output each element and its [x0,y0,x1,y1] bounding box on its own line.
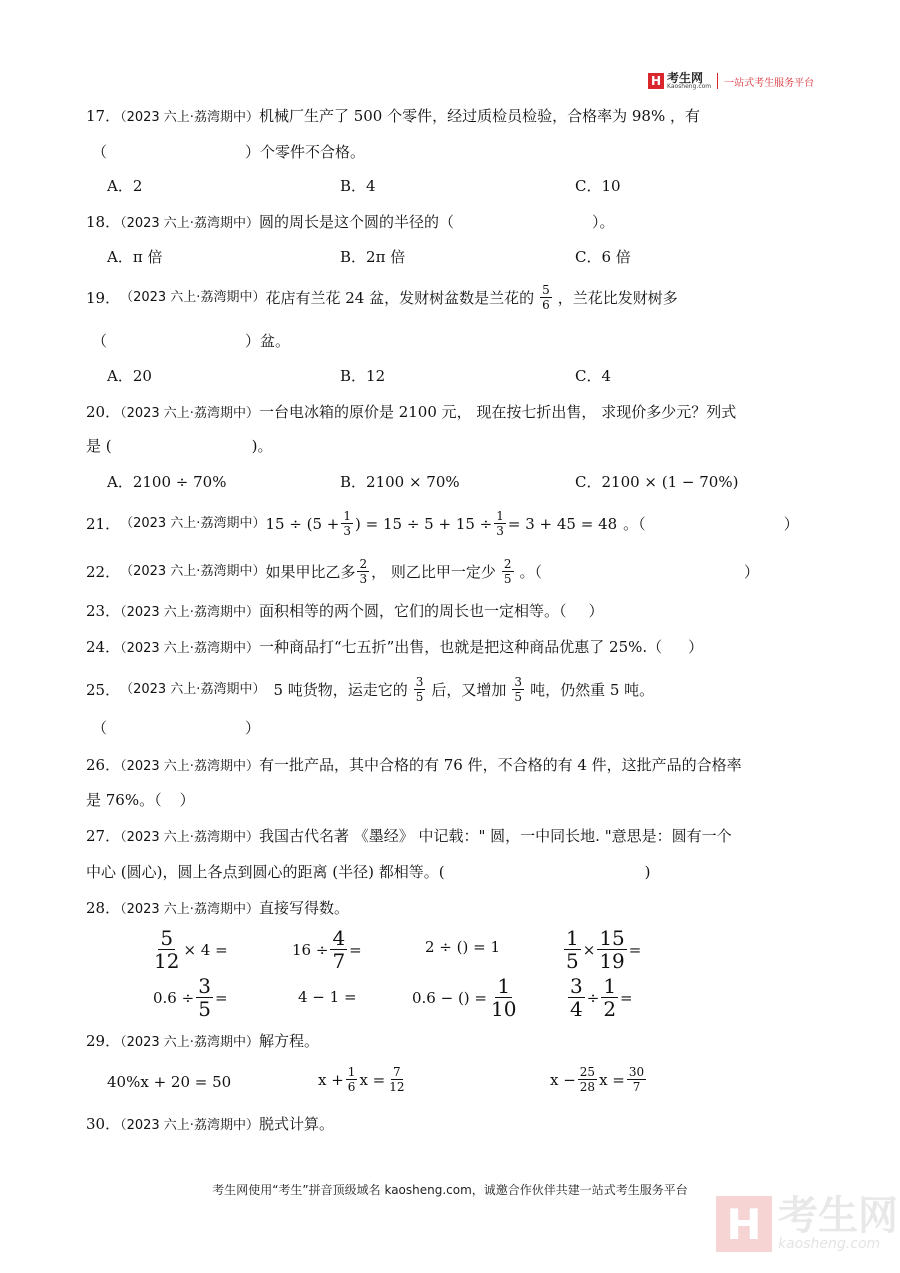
q20-blank-line [86,436,272,456]
calc-item-7 [412,976,520,1019]
question-text-2: ， 则乙比甲一定少 [371,562,496,581]
question-source: （2023 六上·荔湾期中） [120,830,259,845]
calc-expression: 0.6 ÷ [153,988,195,1007]
equation-3 [550,1066,648,1093]
fraction: $\frac{1}{3}$ [343,509,352,538]
option-a[interactable]: A．2 [107,177,143,195]
question-number: 25． [86,680,121,699]
question-text: 面积相等的两个圆，它们的周长也一定相等。（ [258,602,567,620]
question-text: 解方程。 [258,1032,319,1050]
question-text: 5 吨货物，运走它的 [273,680,408,699]
question-source: （2023 六上·荔湾期中） [120,216,259,231]
blank-close: ） [688,638,704,656]
blank-close: ） [744,562,760,581]
question-17 [86,106,700,128]
calc-expression: = [349,940,362,959]
question-text: 脱式计算。 [258,1115,334,1133]
logo-slogan: 一站式考生服务平台 [724,77,815,89]
fraction: $\frac{3}{4}$ [570,974,583,1021]
header-logo [648,72,814,90]
calc-item-2 [292,928,362,971]
question-source: （2023 六上·荔湾期中） [120,641,259,656]
watermark-logo-icon: H [716,1196,772,1252]
logo-name: 考生网 [667,71,704,85]
option-a[interactable]: A．π 倍 [107,248,163,266]
fraction: $\frac{2}{3}$ [359,557,368,586]
question-text: 花店有兰花 24 盆，发财树盆数是兰花的 [265,288,535,307]
question-text: 有一批产品，其中合格的有 76 件，不合格的有 4 件，这批产品的合格率 [258,756,742,774]
question-26 [86,755,742,777]
equation-part: ) = 15 ÷ 5 + 15 ÷ [355,514,493,533]
logo-mark-icon: H [648,73,664,89]
calc-expression: = [628,940,642,959]
fraction: $\frac{5}{6}$ [542,283,550,312]
question-number: 22． [86,562,121,581]
watermark [716,1193,898,1252]
question-source: （2023 六上·荔湾期中） [120,515,266,531]
question-number: 21． [86,514,121,533]
question-source: （2023 六上·荔湾期中） [120,681,266,697]
calc-expression: × 4 = [183,940,228,959]
fraction: $\frac{1}{6}$ [347,1065,356,1094]
blank-close: )。 [251,437,273,455]
fraction: $\frac{15}{19}$ [599,926,625,973]
option-b[interactable]: B．2π 倍 [340,248,406,266]
fraction: $\frac{1}{10}$ [491,974,517,1021]
question-source: （2023 六上·荔湾期中） [120,563,266,579]
option-c[interactable]: C．2100 × (1 − 70%) [575,473,739,491]
question-29 [86,1031,319,1053]
question-text-3: 吨，仍然重 5 吨。 [530,680,655,699]
question-number: 23． [86,602,121,620]
fraction: $\frac{7}{12}$ [389,1065,405,1094]
question-23 [86,601,603,623]
blank-close: ）个零件不合格。 [245,143,366,161]
calc-item-4 [562,928,641,971]
calc-expression: = [214,988,228,1007]
question-number: 20． [86,403,121,421]
question-27 [86,826,732,848]
question-text-2: 是 76%。（ [86,791,162,809]
q19-blank-line [92,331,290,351]
question-source: （2023 六上·荔湾期中） [120,406,259,421]
fraction: $\frac{25}{28}$ [579,1065,596,1094]
q27-line-2 [86,862,650,882]
question-source: （2023 六上·荔湾期中） [120,759,259,774]
question-20 [86,402,736,424]
equation-part: x − [550,1070,576,1089]
blank-open: 是 ( [86,437,112,455]
option-c[interactable]: C．10 [575,177,621,195]
option-b[interactable]: B．12 [340,367,386,385]
logo-divider [717,73,718,89]
equation-part: = 3 + 45 = 48 [507,514,618,533]
question-number: 26． [86,756,121,774]
question-number: 30． [86,1115,121,1133]
calc-item-6: 4 − 1 = [298,988,357,1006]
blank-close: ) [644,863,651,881]
question-19 [86,284,678,311]
fraction: $\frac{5}{12}$ [154,926,180,973]
fraction: $\frac{1}{5}$ [566,926,579,973]
blank-open: 。（ [623,514,646,533]
question-source: （2023 六上·荔湾期中） [120,1035,259,1050]
fraction: $\frac{1}{3}$ [496,509,504,538]
footer-text: 考生网使用“考生”拼音顶级域名 kaosheng.com，诚邀合作伙伴共建一站式考生服务平台 [212,1183,688,1197]
fraction: $\frac{3}{5}$ [198,974,211,1021]
question-source: （2023 六上·荔湾期中） [120,289,266,305]
question-text: 机械厂生产了 500 个零件，经过质检员检验，合格率为 98% ，有 [258,107,700,125]
option-c[interactable]: C．4 [575,367,612,385]
option-a[interactable]: A．2100 ÷ 70% [107,473,227,491]
question-24 [86,637,703,659]
equation-1: 40%x + 20 = 50 [107,1073,232,1091]
question-28 [86,898,349,920]
calc-item-8 [566,976,633,1019]
equation-part: 15 ÷ (5 + [265,514,340,533]
watermark-name: 考生网 [778,1193,898,1239]
blank-open: （ [92,332,108,350]
fraction: $\frac{3}{5}$ [514,675,523,704]
calc-item-1 [150,928,228,971]
question-number: 19． [86,288,121,307]
question-text: 一台电冰箱的原价是 2100 元， 现在按七折出售， 求现价多少元？列式 [258,403,737,421]
question-18 [86,212,614,234]
question-source: （2023 六上·荔湾期中） [120,1118,259,1133]
blank-open: （ [92,719,108,737]
blank-open: （ [92,143,108,161]
option-b[interactable]: B．2100 × 70% [340,473,460,491]
calc-expression: 0.6 − () = [412,988,487,1007]
question-text: 如果甲比乙多 [265,562,356,581]
question-number: 28． [86,899,121,917]
calc-operator: × [582,940,596,959]
question-21 [86,510,799,537]
calc-item-3: 2 ÷ () = 1 [425,938,500,956]
calc-operator: ÷ [586,988,600,1007]
question-text-2: 后，又增加 [431,680,507,699]
calc-expression: = [620,988,633,1007]
fraction: $\frac{1}{2}$ [603,974,617,1021]
q26-line-2 [86,790,195,810]
fraction: $\frac{30}{7}$ [628,1065,645,1094]
equation-part: x = [599,1070,625,1089]
question-number: 29． [86,1032,121,1050]
question-text: 一种商品打“七五折”出售，也就是把这种商品优惠了 25%.（ [258,638,663,656]
question-source: （2023 六上·荔湾期中） [120,110,259,125]
question-source: （2023 六上·荔湾期中） [120,902,259,917]
blank-close: ） [588,602,604,620]
fraction: $\frac{2}{5}$ [503,557,512,586]
blank-open: 。（ [519,562,543,581]
watermark-domain: kaosheng.com [778,1236,881,1252]
option-c[interactable]: C．6 倍 [575,248,631,266]
blank-close: ） [245,719,261,737]
equation-2 [318,1066,409,1093]
question-number: 24． [86,638,121,656]
q25-blank-line [92,718,260,738]
fraction: $\frac{3}{5}$ [415,675,424,704]
logo-domain: Kaosheng.com [667,83,712,90]
question-number: 17． [86,107,121,125]
blank-close: ） [179,791,195,809]
fraction: $\frac{4}{7}$ [332,926,346,973]
calc-expression: 16 ÷ [292,940,329,959]
blank-close: ）。 [591,213,615,231]
equation-part: x = [359,1070,386,1089]
calc-item-5 [153,976,228,1019]
option-b[interactable]: B．4 [340,177,376,195]
question-22 [86,558,759,585]
q17-blank-line [92,142,365,162]
option-a[interactable]: A．20 [107,367,152,385]
question-text: 直接写得数。 [258,899,349,917]
blank-close: ） [783,514,799,533]
question-30 [86,1114,334,1136]
question-text-2: 中心 (圆心)，圆上各点到圆心的距离 (半径) 都相等。( [86,863,445,881]
question-25 [86,676,654,703]
question-number: 27． [86,827,121,845]
question-number: 18． [86,213,121,231]
equation-part: x + [318,1070,344,1089]
question-source: （2023 六上·荔湾期中） [120,605,259,620]
question-text-2: ，兰花比发财树多 [557,288,678,307]
question-text: 圆的周长是这个圆的半径的（ [258,213,454,231]
blank-close: ）盆。 [245,332,291,350]
question-text: 我国古代名著 《墨经》 中记载：" 圆，一中同长地. "意思是：圆有一个 [258,827,732,845]
